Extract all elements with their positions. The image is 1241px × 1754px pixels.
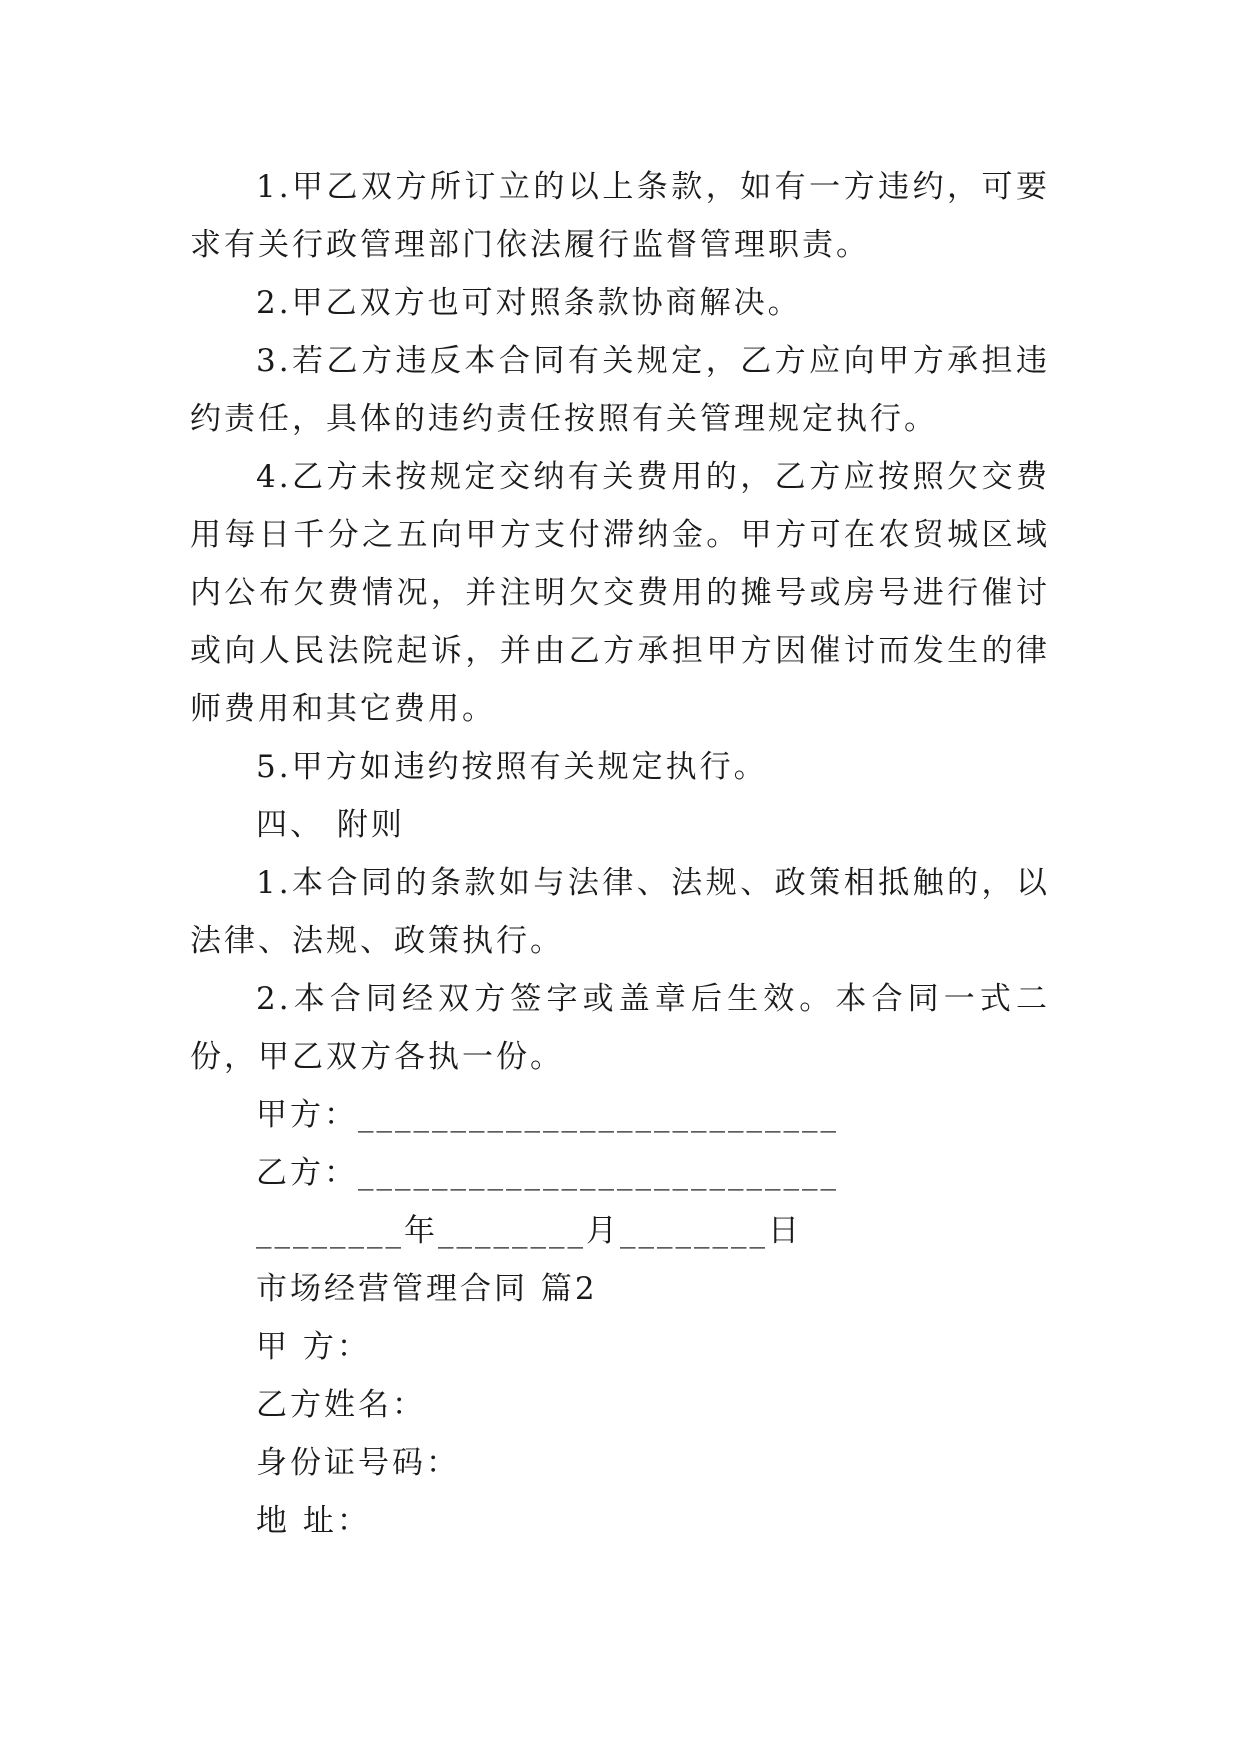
clause-2: 2.甲乙双方也可对照条款协商解决。 bbox=[256, 285, 802, 321]
signature-date: ________年________月________日 bbox=[256, 1213, 802, 1249]
signature-party-b: 乙方：__________________________ bbox=[256, 1155, 839, 1191]
section2-field-party-b-name: 乙方姓名： bbox=[256, 1387, 426, 1423]
section2-field-party-a: 甲 方： bbox=[256, 1329, 371, 1365]
clause-3: 3.若乙方违反本合同有关规定，乙方应向甲方承担违约责任，具体的违约责任按照有关管理规定执行。 bbox=[190, 343, 1050, 437]
appendix-clause-2: 2.本合同经双方签字或盖章后生效。本合同一式二份，甲乙双方各执一份。 bbox=[190, 981, 1050, 1075]
section-heading-appendix: 四、 附则 bbox=[256, 807, 405, 843]
appendix-clause-1: 1.本合同的条款如与法律、法规、政策相抵触的，以法律、法规、政策执行。 bbox=[190, 865, 1050, 959]
document-body bbox=[190, 158, 1050, 1550]
clause-5: 5.甲方如违约按照有关规定执行。 bbox=[256, 749, 768, 785]
signature-party-a: 甲方：__________________________ bbox=[256, 1097, 839, 1133]
clause-4: 4.乙方未按规定交纳有关费用的，乙方应按照欠交费用每日千分之五向甲方支付滞纳金。甲方可在农贸城区域内公布欠费情况，并注明欠交费用的摊号或房号进行催讨或向人民法院起诉，并由乙方承担甲方因催讨而发生的律师费用和其它费用。 bbox=[190, 459, 1050, 727]
section2-field-id-number: 身份证号码： bbox=[256, 1445, 460, 1481]
section2-title: 市场经营管理合同 篇2 bbox=[256, 1271, 598, 1307]
clause-1: 1.甲乙双方所订立的以上条款，如有一方违约，可要求有关行政管理部门依法履行监督管理职责。 bbox=[190, 169, 1050, 263]
section2-field-address: 地 址： bbox=[256, 1503, 371, 1539]
